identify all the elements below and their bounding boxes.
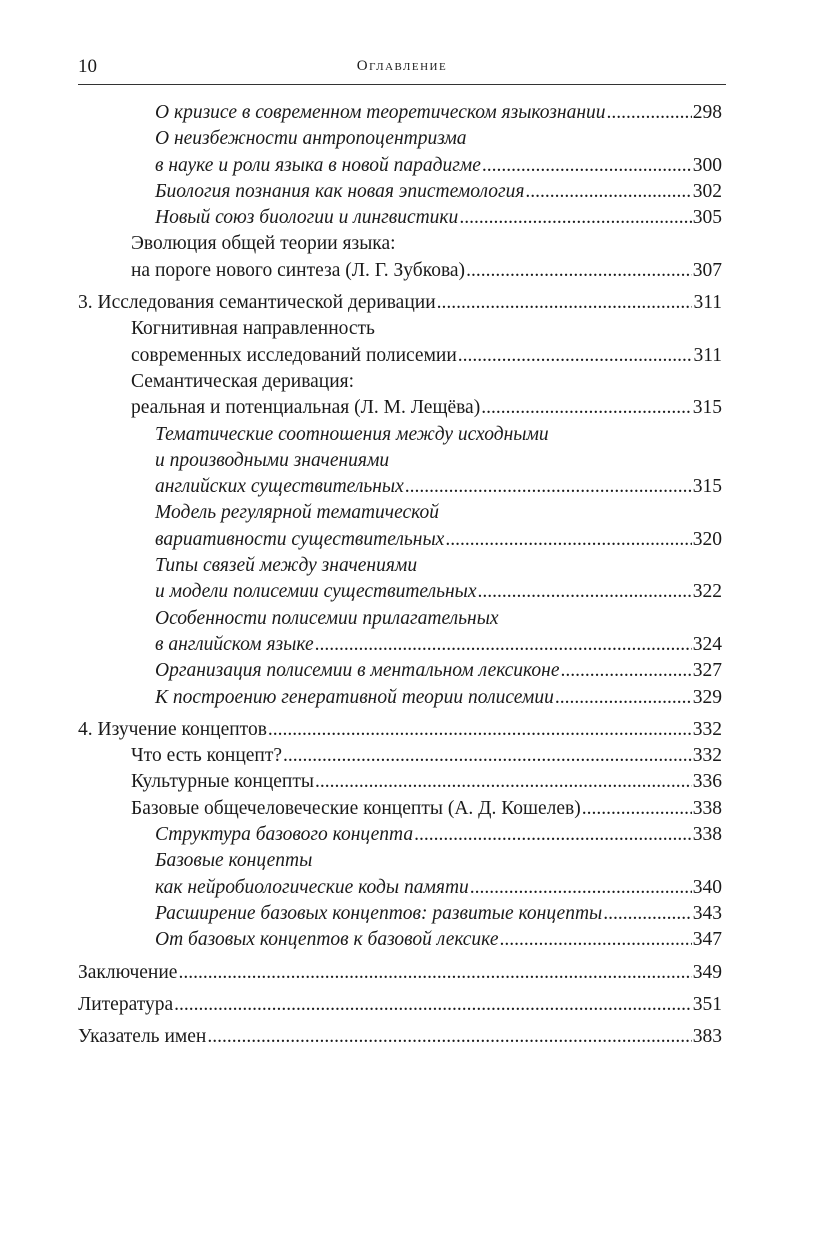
dot-leader <box>315 632 692 658</box>
toc-page-number: 347 <box>692 929 722 951</box>
toc-entry[interactable] <box>78 100 722 126</box>
toc-entry-line <box>131 343 722 369</box>
toc-entry-title: Заключение <box>78 961 178 983</box>
toc-entry-title: на пороге нового синтеза (Л. Г. Зубкова) <box>131 259 466 281</box>
toc-page-number: 332 <box>692 718 722 740</box>
toc-page-number: 343 <box>692 902 722 924</box>
running-title: Оглавление <box>356 58 448 74</box>
toc-page-number: 322 <box>692 581 722 603</box>
toc-page-number: 320 <box>692 528 722 550</box>
toc-entry[interactable] <box>78 927 722 953</box>
toc-entry-title: К построению генеративной теории полисемии <box>155 686 554 708</box>
toc-entry-line <box>155 553 722 579</box>
toc-page-number: 340 <box>692 876 722 898</box>
toc-page-number: 349 <box>692 961 722 983</box>
toc-page-number: 315 <box>692 476 722 498</box>
toc-entry-title: О неизбежности антропоцентризма <box>155 128 467 150</box>
toc-entry[interactable] <box>78 901 722 927</box>
toc-entry[interactable] <box>78 743 722 769</box>
toc-entry-line <box>155 500 722 526</box>
dot-leader <box>525 179 691 205</box>
toc-entry-line <box>155 205 722 231</box>
toc-entry[interactable] <box>78 960 722 986</box>
toc-entry-title: Структура базового концепта <box>155 824 414 846</box>
toc-entry-line <box>78 960 722 986</box>
dot-leader <box>481 395 692 421</box>
toc-page-number: 298 <box>692 102 722 123</box>
toc-entry-line <box>155 126 722 152</box>
toc-entry-line <box>131 395 722 421</box>
toc-entry-line <box>155 848 722 874</box>
toc-entry-title: и производными значениями <box>155 449 390 471</box>
dot-leader <box>561 658 692 684</box>
toc-page-number: 338 <box>692 797 722 819</box>
dot-leader <box>414 822 692 848</box>
dot-leader <box>178 960 691 986</box>
toc-entry-line <box>155 822 722 848</box>
toc-entry-title: 4. Изучение концептов <box>78 718 267 740</box>
dot-leader <box>470 875 692 901</box>
toc-entry-title: современных исследований полисемии <box>131 344 457 366</box>
toc-page-number: 307 <box>692 259 722 281</box>
toc-page-number: 383 <box>692 1026 722 1048</box>
toc-entry-title: Новый союз биологии и лингвистики <box>155 207 459 229</box>
toc-page-number: 324 <box>692 633 722 655</box>
toc-entry-title: Особенности полисемии прилагательных <box>155 607 499 629</box>
toc-entry-line <box>155 875 722 901</box>
toc-entry-title: Биология познания как новая эпистемология <box>155 180 525 202</box>
toc-entry-line <box>131 743 722 769</box>
toc-entry[interactable] <box>78 290 722 316</box>
dot-leader <box>405 474 692 500</box>
table-of-contents <box>78 100 722 1050</box>
toc-entry-line <box>155 685 722 711</box>
toc-entry[interactable] <box>78 316 722 369</box>
toc-entry-title: Что есть концепт? <box>131 745 283 767</box>
toc-entry-line <box>155 100 722 126</box>
toc-entry-title: Организация полисемии в ментальном лексиконе <box>155 660 560 682</box>
dot-leader <box>603 901 692 927</box>
toc-entry-line <box>78 290 722 316</box>
toc-page-number: 351 <box>692 993 722 1015</box>
toc-entry-line <box>131 258 722 284</box>
toc-entry[interactable] <box>78 848 722 901</box>
toc-entry-title: реальная и потенциальная (Л. М. Лещёва) <box>131 397 481 419</box>
toc-entry-title: Литература <box>78 993 174 1015</box>
toc-entry[interactable] <box>78 205 722 231</box>
toc-entry-title: Семантическая деривация: <box>131 370 355 392</box>
toc-page-number: 336 <box>692 771 722 793</box>
toc-entry[interactable] <box>78 422 722 501</box>
page-number: 10 <box>78 56 97 77</box>
dot-leader <box>499 927 691 953</box>
toc-entry-title: в науке и роли языка в новой парадигме <box>155 154 481 176</box>
dot-leader <box>458 343 693 369</box>
dot-leader <box>445 527 691 553</box>
toc-entry-title: Базовые концепты <box>155 850 313 872</box>
toc-entry[interactable] <box>78 685 722 711</box>
toc-entry-title: в английском языке <box>155 633 314 655</box>
toc-entry-line <box>78 1024 722 1050</box>
dot-leader <box>283 743 692 769</box>
toc-entry[interactable] <box>78 369 722 422</box>
toc-entry-line <box>155 527 722 553</box>
toc-page-number: 332 <box>692 745 722 767</box>
dot-leader <box>466 258 692 284</box>
toc-entry[interactable] <box>78 231 722 284</box>
toc-entry-title: как нейробиологические коды памяти <box>155 876 469 898</box>
toc-entry-line <box>131 796 722 822</box>
toc-entry-line <box>155 153 722 179</box>
toc-entry-title: Культурные концепты <box>131 771 314 793</box>
toc-entry-line <box>155 422 722 448</box>
toc-entry-line <box>78 717 722 743</box>
toc-entry-title: Расширение базовых концептов: развитые концепты <box>155 902 603 924</box>
toc-entry-line <box>155 632 722 658</box>
toc-entry[interactable] <box>78 822 722 848</box>
toc-entry[interactable] <box>78 1024 722 1050</box>
toc-entry[interactable] <box>78 769 722 795</box>
toc-entry-line <box>131 231 722 257</box>
toc-entry[interactable] <box>78 500 722 553</box>
dot-leader <box>607 100 692 126</box>
toc-entry-line <box>131 769 722 795</box>
page-header <box>78 54 726 85</box>
toc-page-number: 329 <box>692 686 722 708</box>
toc-entry-line <box>131 316 722 342</box>
toc-page-number: 311 <box>693 344 722 366</box>
toc-entry[interactable] <box>78 717 722 743</box>
toc-entry-title: Типы связей между значениями <box>155 555 418 577</box>
toc-entry[interactable] <box>78 992 722 1018</box>
toc-entry-line <box>155 606 722 632</box>
toc-entry-line <box>155 448 722 474</box>
dot-leader <box>478 579 692 605</box>
toc-entry-title: Тематические соотношения между исходными <box>155 423 549 445</box>
toc-entry[interactable] <box>78 179 722 205</box>
toc-entry-title: От базовых концептов к базовой лексике <box>155 929 499 951</box>
toc-page-number: 311 <box>693 292 722 314</box>
toc-entry-line <box>155 474 722 500</box>
dot-leader <box>315 769 692 795</box>
toc-page-number: 302 <box>692 180 722 202</box>
toc-entry-line <box>78 992 722 1018</box>
toc-entry-line <box>155 179 722 205</box>
toc-page-number: 315 <box>692 397 722 419</box>
toc-entry[interactable] <box>78 796 722 822</box>
toc-page-number: 305 <box>692 207 722 229</box>
toc-entry-line <box>155 579 722 605</box>
toc-entry-line <box>131 369 722 395</box>
toc-entry[interactable] <box>78 126 722 179</box>
dot-leader <box>555 685 692 711</box>
toc-entry-title: вариативности существительных <box>155 528 445 550</box>
toc-entry-title: и модели полисемии существительных <box>155 581 477 603</box>
toc-entry-title: Когнитивная направленность <box>131 318 375 340</box>
dot-leader <box>268 717 692 743</box>
dot-leader <box>174 992 692 1018</box>
toc-entry-title: 3. Исследования семантической деривации <box>78 292 436 314</box>
toc-entry[interactable] <box>78 606 722 659</box>
dot-leader <box>582 796 692 822</box>
toc-page-number: 338 <box>692 824 722 846</box>
toc-entry-line <box>155 927 722 953</box>
toc-entry-line <box>155 658 722 684</box>
toc-entry-title: Модель регулярной тематической <box>155 502 440 524</box>
toc-entry-title: Эволюция общей теории языка: <box>131 233 396 255</box>
dot-leader <box>459 205 691 231</box>
toc-entry-title: Указатель имен <box>78 1026 207 1048</box>
toc-entry[interactable] <box>78 553 722 606</box>
dot-leader <box>437 290 693 316</box>
toc-entry-title: Базовые общечеловеческие концепты (А. Д. Кошелев) <box>131 797 581 819</box>
dot-leader <box>207 1024 691 1050</box>
toc-entry-title: английских существительных <box>155 476 404 498</box>
toc-entry-line <box>155 901 722 927</box>
toc-page-number: 327 <box>692 660 722 682</box>
toc-entry[interactable] <box>78 658 722 684</box>
dot-leader <box>482 153 692 179</box>
toc-page-number: 300 <box>692 154 722 176</box>
toc-entry-title: О кризисе в современном теоретическом языкознании <box>155 102 606 123</box>
